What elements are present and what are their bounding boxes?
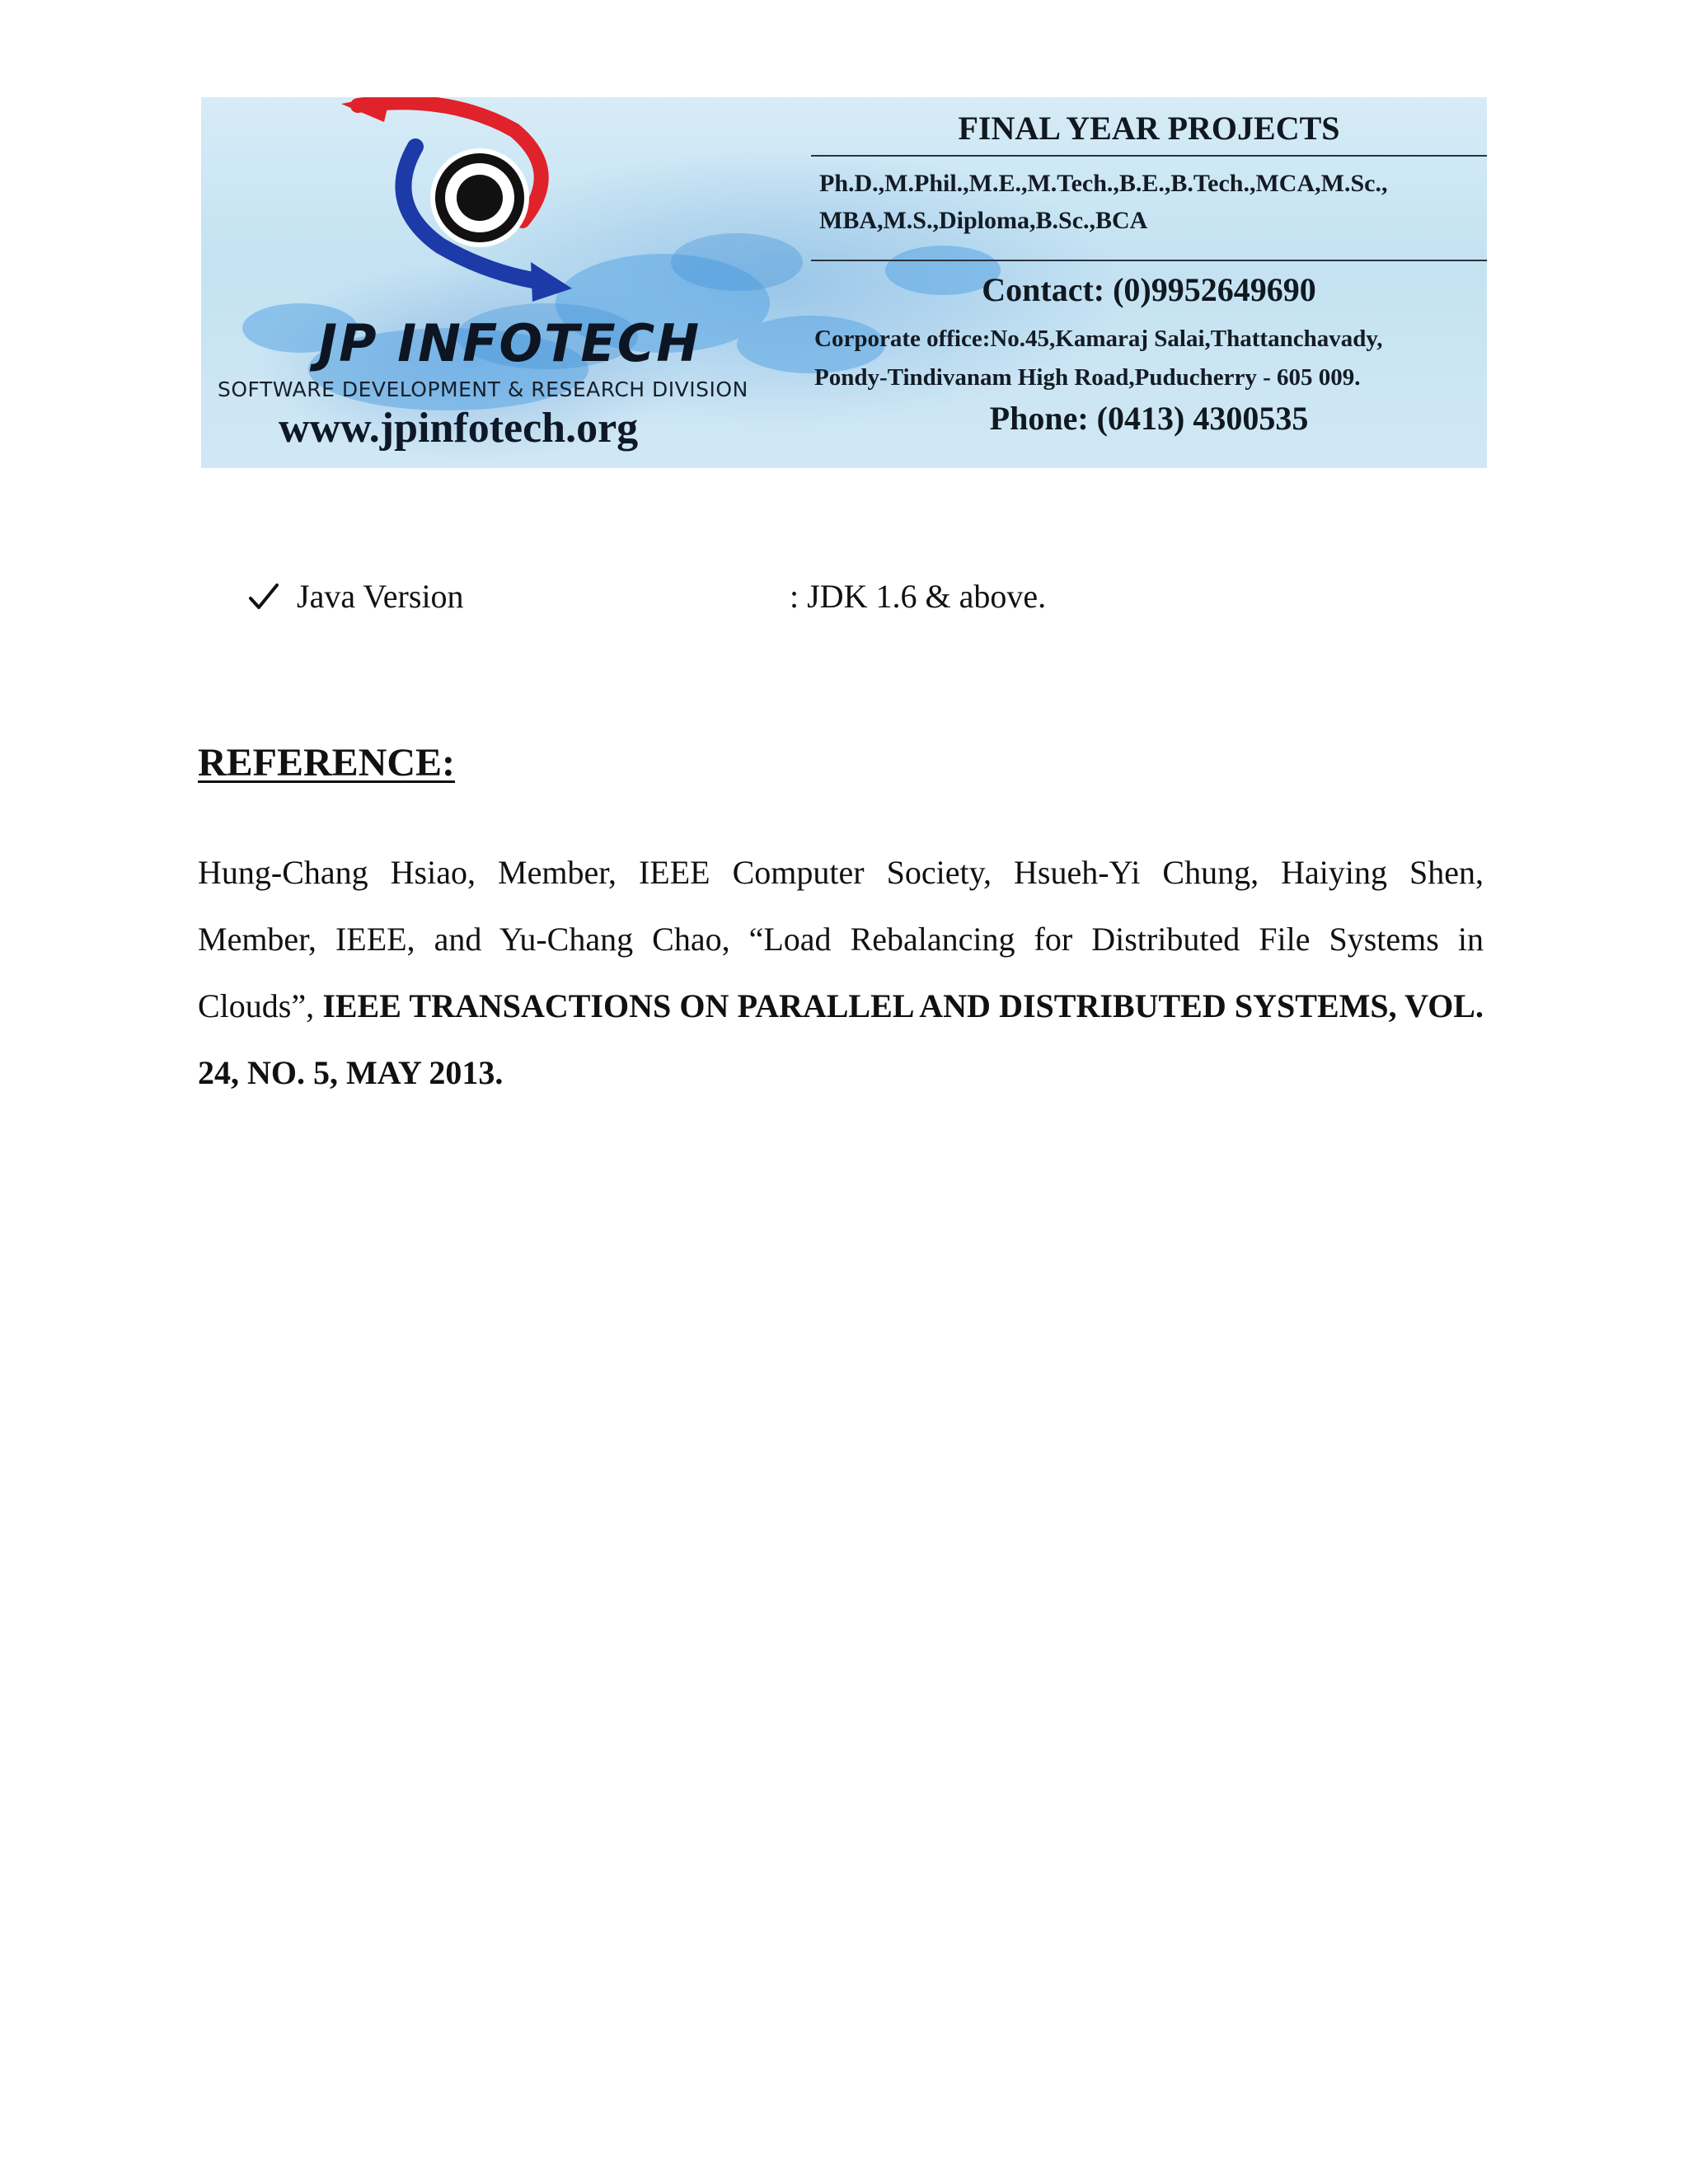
citation-journal: IEEE TRANSACTIONS ON PARALLEL AND DISTRIBUTED SYSTEMS, VOL. 24, NO. 5, MAY 2013. (198, 987, 1484, 1091)
reference-citation (198, 839, 1484, 1106)
contact-number: Contact: (0)9952649690 (982, 271, 1316, 308)
brand-name: JP INFOTECH (318, 313, 701, 373)
brand-subtitle: SOFTWARE DEVELOPMENT & RESEARCH DIVISION (218, 377, 748, 401)
degrees-line-1: Ph.D.,M.Phil.,M.E.,M.Tech.,B.E.,B.Tech.,MCA,M.Sc., (819, 170, 1388, 197)
banner-title: FINAL YEAR PROJECTS (958, 110, 1340, 147)
jp-infotech-logo-icon (325, 97, 621, 303)
requirement-label: Java Version (297, 578, 464, 615)
phone-number: Phone: (0413) 4300535 (989, 400, 1309, 437)
banner-info-panel (811, 97, 1487, 468)
requirement-item (247, 577, 1401, 626)
check-icon (247, 580, 280, 613)
office-address (814, 320, 1484, 397)
reference-heading: REFERENCE: (198, 741, 456, 785)
header-banner (201, 97, 1487, 468)
address-line-1: Corporate office:No.45,Kamaraj Salai,Thattanchavady, (814, 326, 1383, 352)
address-line-2: Pondy-Tindivanam High Road,Puducherry - 605 009. (814, 364, 1361, 391)
brand-url: www.jpinfotech.org (279, 405, 639, 452)
degrees-list (819, 165, 1479, 239)
citation-authors-title: Hung-Chang Hsiao, Member, IEEE Computer Society, Hsueh-Yi Chung, Haiying Shen, Member, IEEE, and Yu-Chang Chao, “Load Rebalancing for Distributed File Systems in Clouds”, (198, 854, 1484, 1024)
requirement-value: : JDK 1.6 & above. (790, 578, 1047, 615)
banner-divider-bottom (811, 260, 1487, 261)
banner-divider-top (811, 155, 1487, 157)
degrees-line-2: MBA,M.S.,Diploma,B.Sc.,BCA (819, 207, 1148, 234)
